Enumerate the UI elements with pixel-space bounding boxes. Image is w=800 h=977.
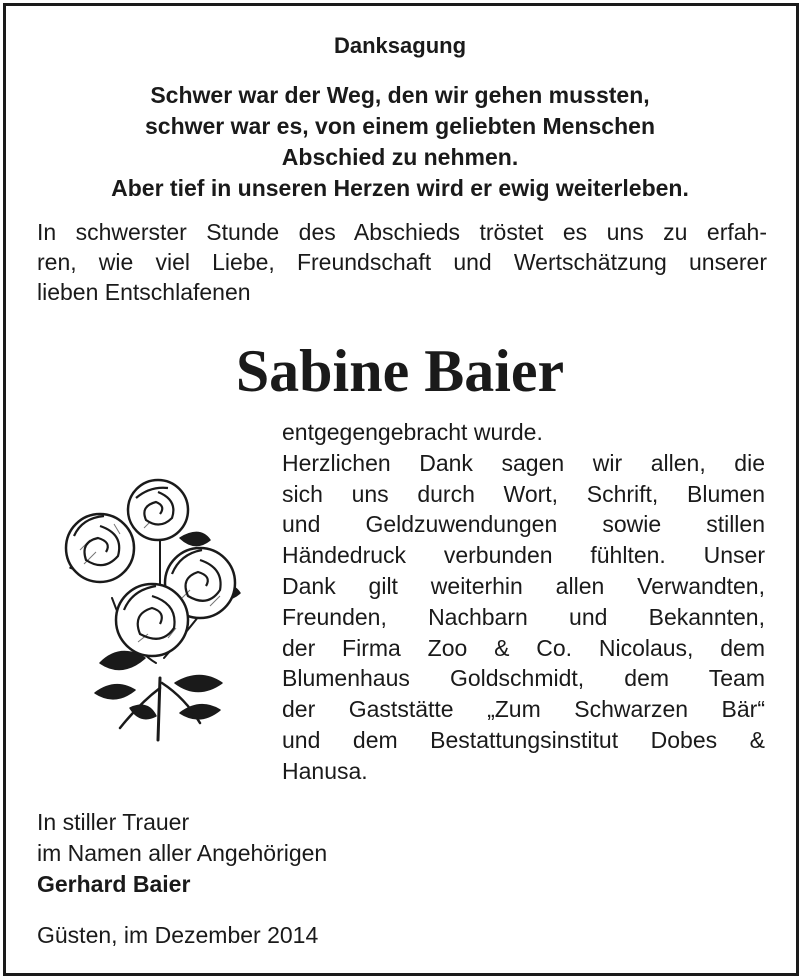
thanks-paragraph: [282, 417, 765, 787]
body-line: der Gaststätte „Zum Schwarzen Bär“: [282, 696, 765, 723]
intro-line: ren, wie viel Liebe, Freundschaft und Wertschätzung unserer: [37, 249, 767, 275]
body-line: Hanusa.: [282, 757, 368, 784]
memorial-verse: [0, 80, 800, 204]
body-line: sich uns durch Wort, Schrift, Blumen: [282, 480, 765, 507]
verse-line: Schwer war der Weg, den wir gehen mussten,: [150, 82, 650, 108]
body-line: Dank gilt weiterhin allen Verwandten,: [282, 572, 765, 599]
closing-line: In stiller Trauer: [37, 809, 190, 835]
intro-paragraph: [37, 217, 767, 307]
intro-line: In schwerster Stunde des Abschieds tröstet es uns zu erfah-: [37, 219, 767, 245]
body-line: Blumenhaus Goldschmidt, dem Team: [282, 665, 765, 692]
body-line: und Geldzuwendungen sowie stillen: [282, 511, 765, 538]
body-line: Händedruck verbunden fühlten. Unser: [282, 542, 765, 569]
deceased-name: Sabine Baier: [235, 338, 565, 404]
place-date: Güsten, im Dezember 2014: [37, 922, 319, 948]
notice-title: Danksagung: [333, 33, 467, 58]
verse-line: Aber tief in unseren Herzen wird er ewig weiterleben.: [111, 175, 689, 201]
body-line: der Firma Zoo & Co. Nicolaus, dem: [282, 634, 765, 661]
closing-line: im Namen aller Angehörigen: [37, 840, 328, 866]
verse-line: Abschied zu nehmen.: [281, 144, 519, 170]
body-line: entgegengebracht wurde.: [282, 419, 543, 445]
signer-name: Gerhard Baier: [37, 871, 191, 897]
body-line: und dem Bestattungsinstitut Dobes &: [282, 726, 765, 753]
closing-block: [37, 807, 327, 900]
verse-line: schwer war es, von einem geliebten Menschen: [144, 113, 655, 139]
body-line: Freunden, Nachbarn und Bekannten,: [282, 603, 765, 630]
roses-icon: [60, 478, 245, 743]
body-line: Herzlichen Dank sagen wir allen, die: [282, 449, 765, 476]
intro-line: lieben Entschlafenen: [37, 279, 251, 305]
